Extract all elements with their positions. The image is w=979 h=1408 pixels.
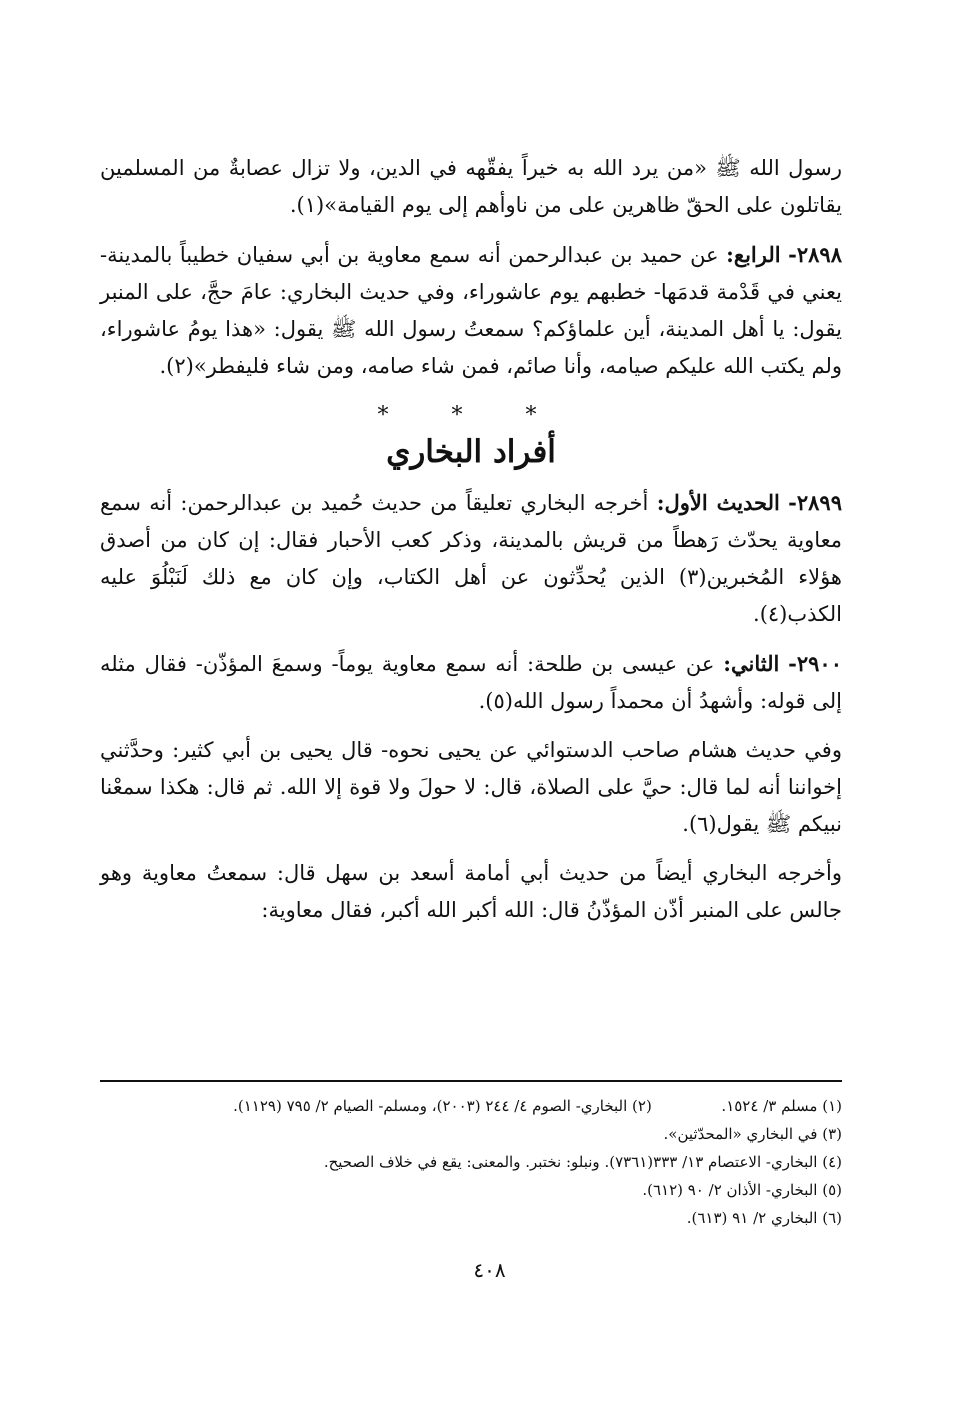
hadith-number: ٢٨٩٨- xyxy=(788,242,842,267)
page-number: ٤٠٨ xyxy=(473,1258,506,1282)
footnote-6: (٦) البخاري ٢/ ٩١ (٦١٣). xyxy=(686,1209,842,1227)
footnotes xyxy=(100,1092,842,1232)
hadith-label: الحديث الأول: xyxy=(656,490,780,515)
hadith-2899 xyxy=(100,484,842,633)
hadith-number: ٢٨٩٩- xyxy=(788,490,842,515)
footnote-rule xyxy=(100,1080,842,1082)
hadith-text: عن حميد بن عبدالرحمن أنه سمع معاوية بن أبي سفيان خطيباً بالمدينة- يعني في قَدْمة قدمَها- خطبهم يوم عاشوراء، وفي حديث البخاري: عامَ حجَّ، على المنبر يقول: يا أهل المدينة، أين علماؤكم؟ سمعتُ رسول الله ﷺ يقول: «هذا يومُ عاشوراء، ولم يكتب الله عليكم صيامه، وأنا صائم، فمن شاء صامه، ومن شاء فليفطر»(٢). xyxy=(100,243,842,378)
paragraph-hisham: وفي حديث هشام صاحب الدستوائي عن يحيى نحوه- قال يحيى بن أبي كثير: وحدَّثني إخواننا أنه لما قال: حيَّ على الصلاة، قال: لا حولَ ولا قوة إلا الله. ثم قال: هكذا سمعْنا نبيكم ﷺ يقول(٦). xyxy=(100,738,842,836)
footnote-5: (٥) البخاري- الأذان ٢/ ٩٠ (٦١٢). xyxy=(642,1181,842,1199)
paragraph-abu-umama: وأخرجه البخاري أيضاً من حديث أبي أمامة أسعد بن سهل قال: سمعتُ معاوية وهو جالس على المنبر أذّن المؤذّنُ قال: الله أكبر الله أكبر، فقال معاوية: xyxy=(100,861,842,922)
hadith-label: الرابع: xyxy=(726,242,781,267)
footnote-1: (١) مسلم ٣/ ١٥٢٤. xyxy=(721,1097,842,1115)
footnote-2: (٢) البخاري- الصوم ٤/ ٢٤٤ (٢٠٠٣)، ومسلم- الصيام ٢/ ٧٩٥ (١١٢٩). xyxy=(233,1097,652,1115)
section-heading: أفراد البخاري xyxy=(386,434,556,470)
footnote-row xyxy=(100,1092,842,1120)
hadith-number: ٢٩٠٠- xyxy=(788,651,842,676)
hadith-2900 xyxy=(100,645,842,720)
hadith-2898 xyxy=(100,236,842,385)
footnote-4: (٤) البخاري- الاعتصام ١٣/ ٣٣٣(٧٣٦١). ونبلو: نختبر. والمعنى: يقع في خلاف الصحيح. xyxy=(323,1153,842,1171)
section-separator: * * * xyxy=(377,403,565,428)
footnote-3: (٣) في البخاري «المحدّثين». xyxy=(663,1125,842,1143)
hadith-text: عن عيسى بن طلحة: أنه سمع معاوية يوماً- وسمعَ المؤذّن- فقال مثله إلى قوله: وأشهدُ أن محمداً رسول الله(٥). xyxy=(100,652,842,713)
paragraph-continuation: رسول الله ﷺ «من يرد الله به خيراً يفقّهه في الدين، ولا تزال عصابةٌ من المسلمين يقاتلون على الحقّ ظاهرين على من ناوأهم إلى يوم القيامة»(١). xyxy=(100,156,842,217)
hadith-text: أخرجه البخاري تعليقاً من حديث حُميد بن عبدالرحمن: أنه سمع معاوية يحدّث رَهطاً من قريش بالمدينة، وذكر كعب الأحبار فقال: إن كان من أصدق هؤلاء المُخبرين(٣) الذين يُحدِّثون عن أهل الكتاب، وإن كان مع ذلك لَنَبْلُوَ عليه الكذب(٤). xyxy=(100,491,843,626)
hadith-label: الثاني: xyxy=(723,651,780,676)
page-body xyxy=(100,150,842,941)
